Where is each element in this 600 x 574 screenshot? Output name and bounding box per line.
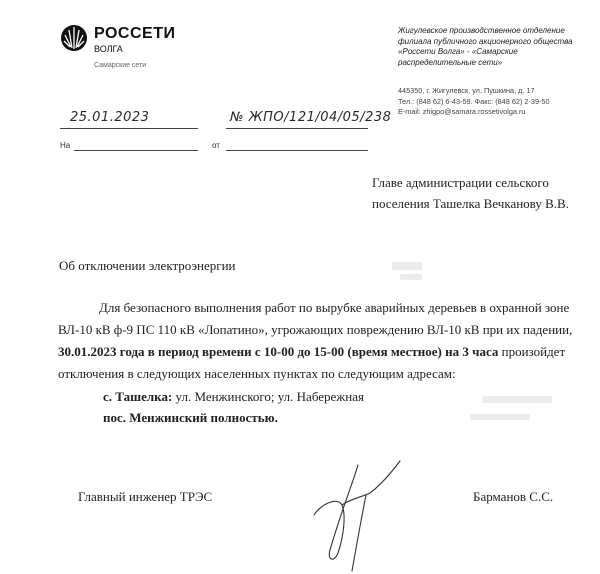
rosseti-logo-icon [60,24,88,52]
organization-name [398,26,598,68]
addressee-line: поселения Ташелка Вечканову В.В. [372,196,569,211]
address-place: пос. Менжинский полностью. [103,410,278,425]
org-line: Жигулевское производственное отделение [398,26,565,35]
address-streets: ул. Менжинского; ул. Набережная [172,389,364,404]
handwritten-number: № ЖПО/121/04/05/238 [230,110,392,125]
ot-underline [226,150,368,151]
bleed-through-mark [482,396,552,403]
contact-phone: Тел.: (848 62) 6-43-59. Факс: (848 62) 2-39-50 [398,96,550,106]
na-underline [74,150,198,151]
organization-contacts [398,86,550,118]
ot-label: от [212,141,220,150]
outage-time: 30.01.2023 года в период времени с 10-00 до 15-00 (время местное) на 3 часа [58,344,499,359]
brand-subtitle: ВОЛГА [94,44,123,54]
org-line: «Россети Волга» - «Самарские [398,47,518,56]
body-paragraph [58,297,573,385]
address-item [103,386,364,407]
address-item [103,407,364,428]
body-line-outage-time [58,341,568,363]
handwritten-signature [300,455,410,573]
body-line: отключения в следующих населенных пунктах по следующим адресам: [58,366,456,381]
handwritten-date: 25.01.2023 [70,110,150,125]
number-underline [226,128,368,129]
bleed-through-mark [400,274,422,280]
address-list [103,386,364,428]
address-place: с. Ташелка: [103,389,173,404]
subject-line: Об отключении электроэнергии [59,258,236,273]
body-line-rest: произойдет [498,344,566,359]
addressee-line: Главе администрации сельского [372,175,549,190]
bleed-through-mark [470,414,530,420]
bleed-through-mark [392,262,422,270]
org-line: филиала публичного акционерного общества [398,36,573,46]
na-label: На [60,141,71,150]
date-underline [60,128,198,129]
signer-position: Главный инженер ТРЭС [78,489,213,504]
signer-name: Барманов С.С. [473,489,554,504]
contact-address: 445350, г. Жигулевск, ул. Пушкина, д. 17 [398,86,535,95]
addressee [372,172,569,214]
org-line: распределительные сети» [398,57,503,67]
brand-branch: Самарские сети [94,62,147,69]
body-line: ВЛ-10 кВ ф-9 ПС 110 кВ «Лопатино», угрожающих повреждению ВЛ-10 кВ при их падении, [58,322,573,337]
body-line: Для безопасного выполнения работ по вырубке аварийных деревьев в охранной зоне [99,300,570,315]
contact-email: E-mail: zhigpo@samara.rossetivolga.ru [398,107,526,116]
brand-name: РОССЕТИ [94,25,176,42]
